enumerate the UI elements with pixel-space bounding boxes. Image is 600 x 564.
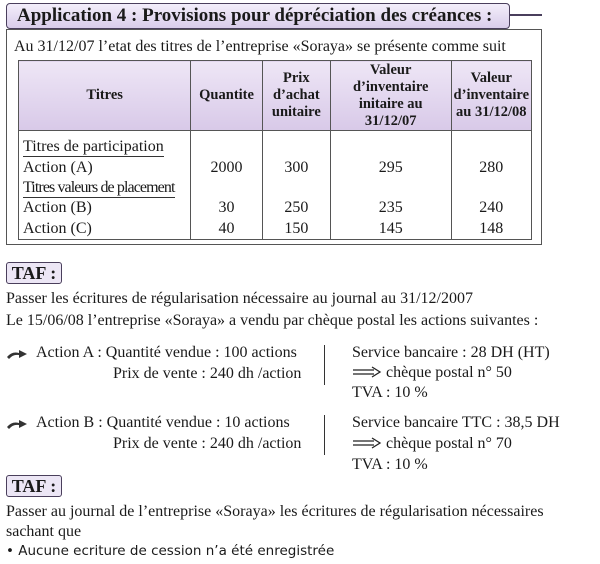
exercise-title: Application 4 : Provisions pour dépréciation des créances : (6, 3, 510, 29)
sale-b-cheque: chèque postal n° 70 (386, 435, 512, 452)
row-quantite: 2000 (191, 158, 262, 178)
sale-a-line2: Prix de vente : 240 dh /action (113, 365, 302, 382)
taf-label-2: TAF : (6, 475, 62, 497)
double-arrow-icon (352, 437, 382, 449)
row-name: Action (B) (19, 198, 191, 218)
header-valeur-2008: Valeur d’inventaire au 31/12/08 (451, 61, 531, 131)
sale-b-tva: TVA : 10 % (352, 456, 428, 473)
row-name: Action (C) (19, 219, 191, 240)
row-quantite: 30 (191, 198, 262, 218)
bracket-a (318, 345, 325, 385)
header-titres: Titres (19, 61, 191, 131)
row-valeur-2007: 145 (330, 219, 451, 240)
taf-label-1: TAF : (6, 262, 62, 284)
sale-a-tva: TVA : 10 % (352, 384, 428, 401)
row-valeur-2008: 148 (451, 219, 531, 240)
table-row (19, 219, 532, 240)
taf2-bullet: • Aucune ecriture de cession n’a été enregistrée (6, 543, 335, 559)
row-valeur-2007: 235 (330, 198, 451, 218)
row-valeur-2008: 280 (451, 158, 531, 178)
table-row (19, 198, 532, 218)
taf2-line2: sachant que (6, 523, 82, 540)
titres-table (18, 60, 532, 240)
table-header-row (19, 61, 532, 131)
pointer-arrow-icon (6, 348, 28, 360)
row-valeur-2007: 295 (330, 158, 451, 178)
pointer-arrow-icon (6, 418, 28, 430)
taf1-line2: Le 15/06/08 l’entreprise «Soraya» a vendu par chèque postal les actions suivantes : (6, 312, 539, 329)
row-prix: 300 (262, 158, 330, 178)
category-row (19, 137, 532, 157)
header-quantite: Quantite (191, 61, 262, 131)
sale-a-cheque-line (352, 363, 512, 383)
row-quantite: 40 (191, 219, 262, 240)
row-valeur-2008: 240 (451, 198, 531, 218)
bracket-b (318, 415, 325, 455)
intro-text: Au 31/12/07 l’etat des titres de l’entreprise «Soraya» se présente comme suit (14, 38, 506, 55)
title-underline (510, 14, 542, 16)
sale-b-service: Service bancaire TTC : 38,5 DH (352, 414, 560, 431)
header-prix: Prix d’achat unitaire (262, 61, 330, 131)
taf1-line1: Passer les écritures de régularisation nécessaire au journal au 31/12/2007 (6, 290, 473, 307)
row-prix: 150 (262, 219, 330, 240)
sale-b-cheque-line (352, 434, 512, 454)
category-placement: Titres valeurs de placement (23, 179, 175, 197)
row-name: Action (A) (19, 158, 191, 178)
category-participation: Titres de participation (23, 138, 164, 156)
sale-a-cheque: chèque postal n° 50 (386, 364, 512, 381)
sale-a-service: Service bancaire : 28 DH (HT) (352, 344, 550, 361)
taf2-line1: Passer au journal de l’entreprise «Soraya» les écritures de régularisation nécessaires (6, 503, 544, 520)
category-row (19, 178, 532, 198)
sale-b-line1: Action B : Quantité vendue : 10 actions (36, 414, 290, 431)
double-arrow-icon (352, 366, 382, 378)
table-row (19, 158, 532, 178)
sale-a-line1: Action A : Quantité vendue : 100 actions (36, 344, 297, 361)
sale-b-line2: Prix de vente : 240 dh /action (113, 435, 302, 452)
header-valeur-2007: Valeur d’inventaire initaire au 31/12/07 (330, 61, 451, 131)
row-prix: 250 (262, 198, 330, 218)
